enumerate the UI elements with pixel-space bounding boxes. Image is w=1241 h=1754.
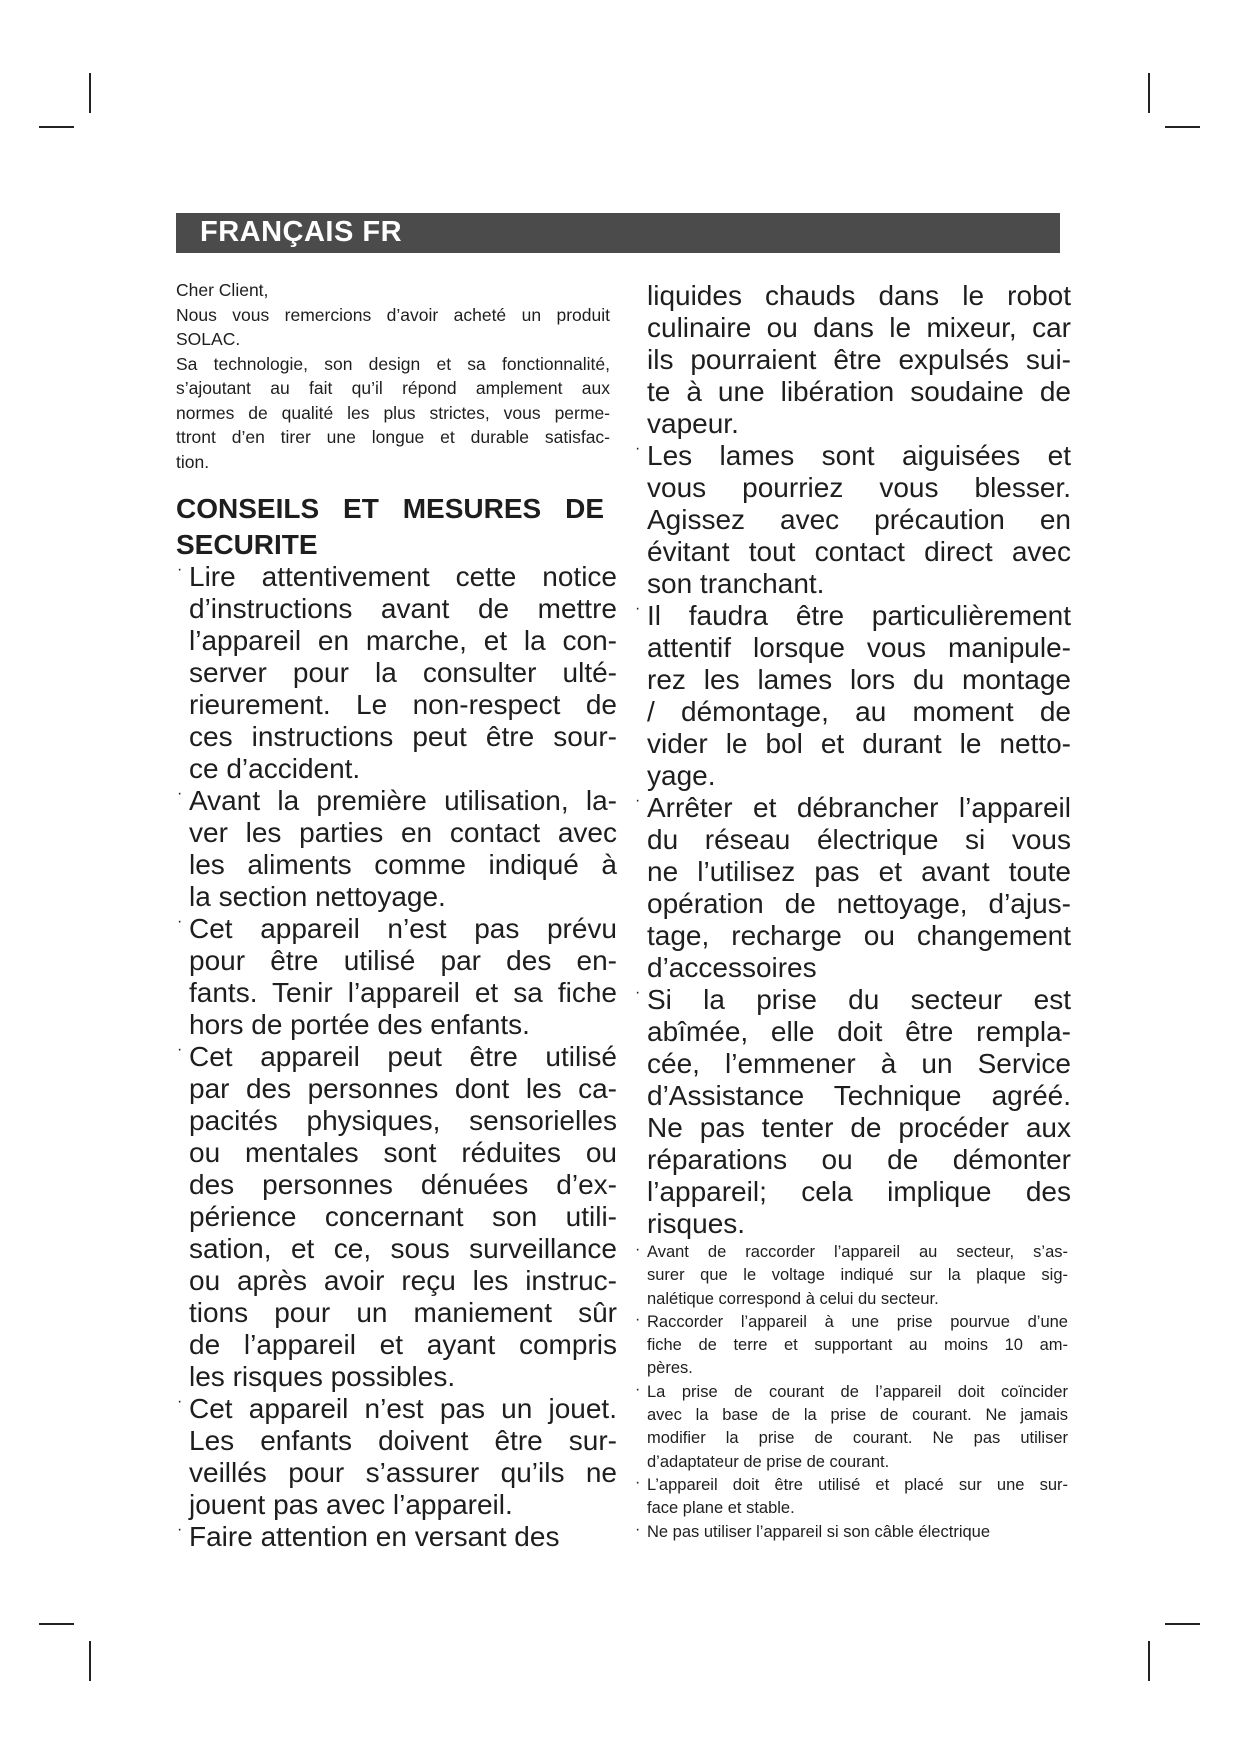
crop-mark <box>1148 73 1150 113</box>
bullet-icon: · <box>177 1521 183 1538</box>
text-line: culinaire ou dans le mixeur, car <box>647 312 1071 343</box>
text-line: pour être utilisé par des en- <box>189 945 617 976</box>
text-line: Cher Client, <box>176 280 269 300</box>
text-line: Avant la première utilisation, la- <box>189 785 617 816</box>
text-line: fants. Tenir l’appareil et sa fiche <box>189 977 617 1008</box>
bullet-icon: · <box>177 1393 183 1410</box>
text-line: des personnes dénuées d’ex- <box>189 1169 617 1200</box>
text-line: la section nettoyage. <box>189 881 446 912</box>
text-line: Ne pas tenter de procéder aux <box>647 1112 1071 1143</box>
text-line: ce d’accident. <box>189 753 361 784</box>
text-line: attentif lorsque vous manipule- <box>647 632 1071 663</box>
text-line: d’Assistance Technique agréé. <box>647 1080 1071 1111</box>
text-line: Cet appareil n’est pas prévu <box>189 913 617 944</box>
text-line: ou après avoir reçu les instruc- <box>189 1265 617 1296</box>
text-line: Cet appareil peut être utilisé <box>189 1041 617 1072</box>
safety-item <box>635 1520 1068 1544</box>
text-line: Cet appareil n’est pas un jouet. <box>189 1393 617 1424</box>
text-line: hors de portée des enfants. <box>189 1009 530 1040</box>
safety-item <box>635 440 1071 600</box>
text-line: fiche de terre et supportant au moins 10 am- <box>647 1336 1068 1355</box>
language-title: FRANÇAIS FR <box>200 216 403 248</box>
safety-item <box>177 913 617 1041</box>
bullet-icon: · <box>177 561 183 578</box>
bullet-icon: · <box>635 1473 641 1491</box>
text-line: SOLAC. <box>176 329 241 349</box>
text-line: surer que le voltage indiqué sur la plaque sig- <box>647 1266 1068 1285</box>
text-line: rieurement. Le non-respect de <box>189 689 617 720</box>
text-line: te à une libération soudaine de <box>647 376 1071 407</box>
text-line: Nous vous remercions d’avoir acheté un produit <box>176 304 610 325</box>
safety-item <box>635 1380 1068 1474</box>
text-line: normes de qualité les plus strictes, vous perme- <box>176 402 610 423</box>
text-line: Il faudra être particulièrement <box>647 600 1071 631</box>
text-line: du réseau électrique si vous <box>647 824 1071 855</box>
text-line: avec la base de la prise de courant. Ne jamais <box>647 1406 1068 1425</box>
text-line: L’appareil doit être utilisé et placé sur une sur- <box>647 1475 1068 1494</box>
bullet-icon: · <box>177 913 183 930</box>
bullet-icon: · <box>635 1241 641 1258</box>
text-line: les risques possibles. <box>189 1361 456 1392</box>
text-line: ttront d’en tirer une longue et durable satisfac- <box>176 427 610 447</box>
bullet-icon: · <box>177 785 183 802</box>
bullet-icon: · <box>635 1380 641 1398</box>
crop-mark <box>1165 1623 1200 1625</box>
text-line: ou mentales sont réduites ou <box>189 1137 617 1168</box>
text-line: ver les parties en contact avec <box>189 817 617 848</box>
text-line: Agissez avec précaution en <box>647 504 1071 535</box>
text-line: ils pourraient être expulsés sui- <box>647 344 1071 375</box>
text-line: sation, et ce, sous surveillance <box>189 1233 617 1264</box>
safety-item <box>177 785 617 913</box>
text-line: Arrêter et débrancher l’appareil <box>647 792 1071 823</box>
bullet-icon: · <box>635 984 641 1001</box>
text-line: ne l’utilisez pas et avant toute <box>647 856 1071 887</box>
text-line: / démontage, au moment de <box>647 696 1071 727</box>
text-line: vous pourriez vous blesser. <box>647 472 1071 503</box>
text-line: l’appareil; cela implique des <box>647 1176 1071 1207</box>
text-line: pacités physiques, sensorielles <box>189 1105 617 1136</box>
safety-item <box>635 1473 1068 1521</box>
text-line: d’adaptateur de prise de courant. <box>647 1452 890 1471</box>
text-line: tions pour un maniement sûr <box>189 1297 617 1328</box>
text-line: vider le bol et durant le netto- <box>647 728 1071 759</box>
text-line: yage. <box>647 760 716 791</box>
text-line: l’appareil en marche, et la con- <box>189 625 617 656</box>
text-line: ces instructions peut être sour- <box>189 721 617 752</box>
right-safety-list <box>635 280 1071 1240</box>
intro-paragraph <box>176 352 610 475</box>
safety-item <box>177 1393 617 1521</box>
text-line: jouent pas avec l’appareil. <box>189 1489 513 1520</box>
bullet-icon: · <box>635 1310 641 1328</box>
text-line: server pour la consulter ulté- <box>189 657 617 688</box>
text-line: risques. <box>647 1208 746 1239</box>
safety-item-continuation <box>647 280 1071 440</box>
text-line: Les lames sont aiguisées et <box>647 440 1071 471</box>
text-line: La prise de courant de l’appareil doit coïncider <box>647 1382 1068 1401</box>
text-line: Avant de raccorder l’appareil au secteur, s’as- <box>647 1243 1068 1261</box>
safety-item <box>177 1521 617 1553</box>
text-line: de l’appareil et ayant compris <box>189 1329 617 1360</box>
text-line: s’ajoutant au fait qu’il répond amplement aux <box>176 378 610 398</box>
bullet-icon: · <box>177 1041 183 1058</box>
text-line: Ne pas utiliser l’appareil si son câble électrique <box>647 1522 991 1541</box>
text-line: réparations ou de démonter <box>647 1144 1071 1175</box>
text-line: évitant tout contact direct avec <box>647 536 1071 567</box>
crop-mark <box>39 126 74 128</box>
text-line: liquides chauds dans le robot <box>647 280 1071 311</box>
text-line: par des personnes dont les ca- <box>189 1073 617 1104</box>
safety-item <box>177 561 617 785</box>
text-line: périence concernant son utili- <box>189 1201 617 1232</box>
text-line: Faire attention en versant des <box>189 1521 560 1552</box>
text-line: nalétique correspond à celui du secteur. <box>647 1289 939 1308</box>
text-line: son tranchant. <box>647 568 825 599</box>
text-line: face plane et stable. <box>647 1499 795 1518</box>
text-line: d’accessoires <box>647 952 817 983</box>
text-line: Lire attentivement cette notice <box>189 561 617 592</box>
text-line: Raccorder l’appareil à une prise pourvue d’une <box>647 1312 1068 1331</box>
safety-item <box>635 1310 1068 1381</box>
bullet-icon: · <box>635 600 641 617</box>
safety-item <box>635 984 1071 1240</box>
intro-text <box>176 278 610 474</box>
bullet-icon: · <box>635 1520 641 1538</box>
crop-mark <box>1165 126 1200 128</box>
safety-heading-line: SECURITE <box>176 529 318 560</box>
bullet-icon: · <box>635 440 641 457</box>
crop-mark <box>89 73 91 113</box>
safety-item <box>635 792 1071 984</box>
crop-mark <box>1148 1641 1150 1681</box>
text-line: abîmée, elle doit être rempla- <box>647 1016 1071 1047</box>
language-header-bar <box>176 213 1060 253</box>
text-line: modifier la prise de courant. Ne pas utiliser <box>647 1429 1068 1448</box>
text-line: Si la prise du secteur est <box>647 984 1071 1015</box>
safety-item <box>635 600 1071 792</box>
text-line: Sa technologie, son design et sa fonctionnalité, <box>176 353 610 374</box>
text-line: tage, recharge ou changement <box>647 920 1071 951</box>
text-line: vapeur. <box>647 408 739 439</box>
safety-heading-line: CONSEILS ET MESURES DE <box>176 493 604 524</box>
text-line: veillés pour s’assurer qu’ils ne <box>189 1457 617 1488</box>
text-line: opération de nettoyage, d’ajus- <box>647 888 1071 919</box>
text-line: les aliments comme indiqué à <box>189 849 617 880</box>
crop-mark <box>39 1623 74 1625</box>
safety-item <box>177 1041 617 1393</box>
intro-paragraph <box>176 303 610 352</box>
bullet-icon: · <box>635 792 641 809</box>
intro-paragraph <box>176 278 610 303</box>
safety-heading <box>176 491 604 563</box>
text-line: d’instructions avant de mettre <box>189 593 617 624</box>
left-safety-list <box>177 561 617 1553</box>
right-small-safety-list <box>635 1241 1068 1544</box>
crop-mark <box>89 1641 91 1681</box>
text-line: cée, l’emmener à un Service <box>647 1048 1071 1079</box>
text-line: tion. <box>176 451 210 472</box>
safety-item <box>635 1241 1068 1311</box>
text-line: Les enfants doivent être sur- <box>189 1425 617 1456</box>
text-line: rez les lames lors du montage <box>647 664 1071 695</box>
text-line: pères. <box>647 1359 693 1378</box>
